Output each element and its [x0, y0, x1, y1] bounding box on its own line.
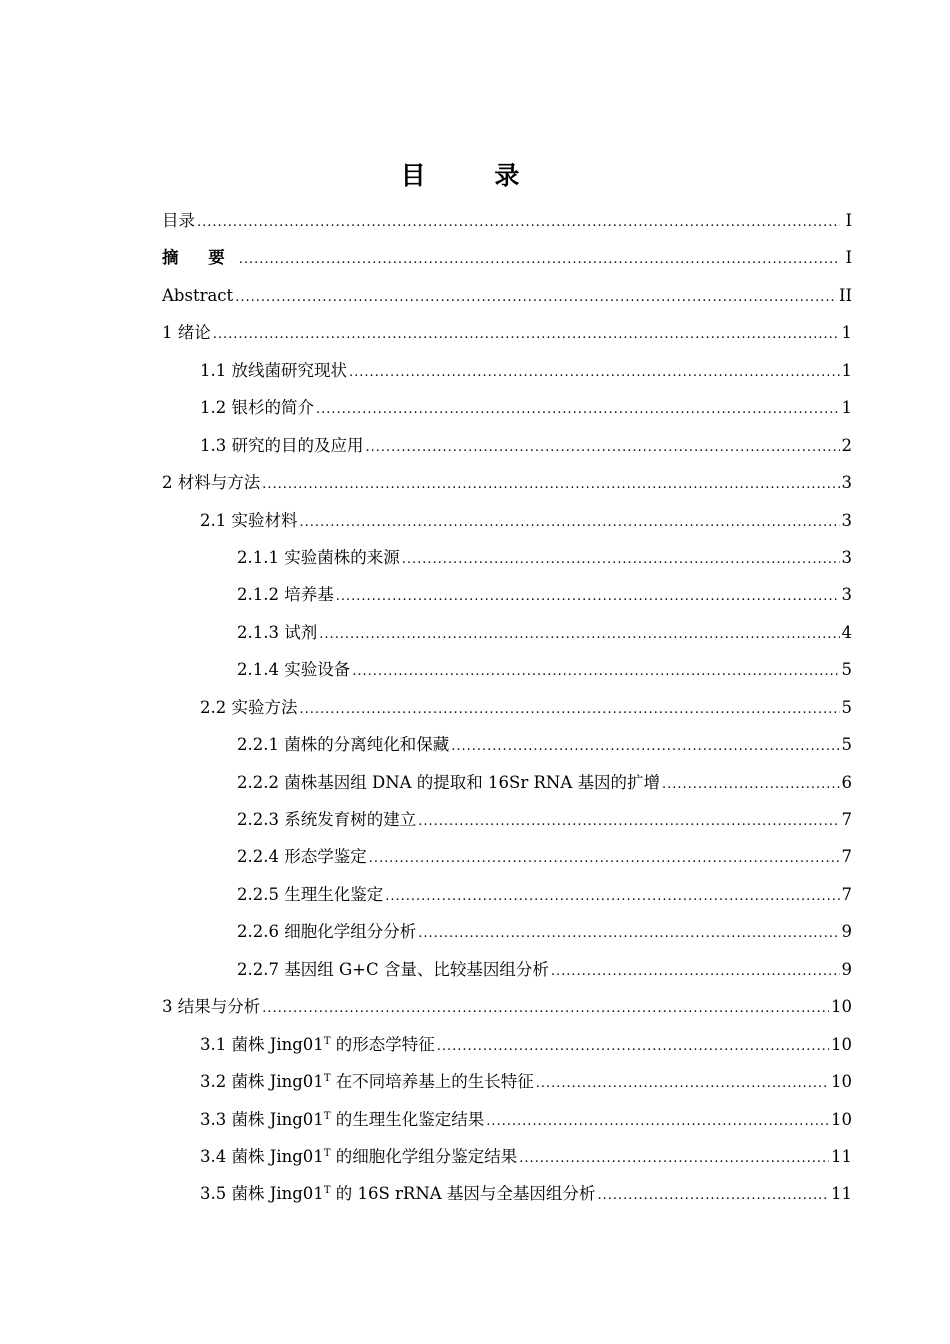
superscript-t: T [323, 1110, 331, 1122]
toc-entry-page: 4 [841, 622, 852, 642]
toc-list [162, 202, 852, 1213]
toc-entry-label: 目录 [162, 211, 195, 230]
toc-entry-label: 2.2.3 系统发育树的建立 [237, 810, 417, 829]
toc-entry-label: 2.2.6 细胞化学组分分析 [237, 922, 417, 942]
dot-leader [418, 803, 839, 840]
superscript-t: T [323, 1073, 331, 1085]
toc-entry[interactable] [162, 1101, 852, 1138]
toc-entry-page: 10 [831, 1072, 852, 1092]
toc-entry[interactable] [162, 876, 852, 913]
toc-entry-label [200, 1026, 435, 1063]
toc-entry[interactable] [162, 1138, 852, 1175]
toc-entry[interactable] [162, 764, 852, 801]
dot-leader [235, 279, 837, 316]
toc-entry[interactable] [162, 988, 852, 1025]
dot-leader [437, 1028, 829, 1065]
toc-entry-page: II [838, 285, 852, 305]
toc-label-text: 的细胞化学组分鉴定结果 [330, 1146, 518, 1166]
dot-leader [366, 429, 840, 466]
dot-leader [300, 691, 840, 728]
toc-entry-page: 6 [841, 772, 852, 792]
toc-entry-page: I [845, 248, 852, 268]
toc-entry-label: 2.1 实验材料 [200, 510, 298, 530]
toc-label-text: 3.2 菌株 Jing01 [200, 1072, 324, 1092]
dot-leader [536, 1065, 829, 1102]
toc-entry[interactable] [162, 913, 852, 950]
toc-entry[interactable] [162, 202, 852, 239]
dot-leader [239, 241, 840, 278]
toc-entry-page: 3 [841, 510, 852, 530]
toc-entry[interactable] [162, 239, 852, 276]
dot-leader [316, 391, 840, 428]
toc-entry-page: I [845, 211, 852, 230]
dot-leader [349, 354, 840, 391]
toc-entry-label: 2.1.4 实验设备 [237, 660, 351, 680]
toc-entry-page: 7 [841, 810, 852, 829]
toc-entry[interactable] [162, 651, 852, 688]
toc-entry[interactable] [162, 838, 852, 875]
toc-entry[interactable] [162, 389, 852, 426]
toc-entry-page: 1 [841, 360, 852, 380]
toc-entry[interactable] [162, 951, 852, 988]
toc-entry[interactable] [162, 427, 852, 464]
toc-entry-page: 2 [841, 435, 852, 455]
toc-entry-page: 10 [831, 1034, 852, 1054]
toc-entry[interactable] [162, 1175, 852, 1212]
dot-leader [262, 990, 829, 1027]
toc-entry-page: 3 [841, 547, 852, 567]
dot-leader [385, 878, 839, 915]
toc-entry-label: 2 材料与方法 [162, 473, 261, 493]
dot-leader [197, 204, 840, 241]
toc-entry-label: 2.2.7 基因组 G+C 含量、比较基因组分析 [237, 959, 549, 979]
toc-entry-label: 2.2 实验方法 [200, 697, 298, 717]
dot-leader [662, 766, 840, 803]
toc-entry[interactable] [162, 314, 852, 351]
dot-leader [213, 316, 840, 353]
toc-entry-label: 1 绪论 [162, 323, 211, 343]
dot-leader [418, 915, 839, 952]
toc-label-text: 的 16S rRNA 基因与全基因组分析 [330, 1184, 596, 1204]
toc-entry-page: 7 [841, 884, 852, 904]
toc-label-text: 3.3 菌株 Jing01 [200, 1109, 324, 1129]
toc-entry-label: 摘 要 [162, 248, 237, 268]
toc-entry-page: 1 [841, 398, 852, 418]
toc-entry-page: 11 [831, 1184, 852, 1204]
dot-leader [486, 1103, 829, 1140]
toc-label-text: 在不同培养基上的生长特征 [330, 1072, 534, 1092]
toc-entry-page: 5 [841, 735, 852, 755]
dot-leader [519, 1140, 829, 1177]
toc-entry[interactable] [162, 539, 852, 576]
toc-entry-label: 2.1.1 实验菌株的来源 [237, 547, 400, 567]
toc-entry-page: 3 [841, 473, 852, 493]
toc-entry-label: 1.1 放线菌研究现状 [200, 360, 347, 380]
toc-entry-page: 10 [831, 1109, 852, 1129]
toc-label-text: 的形态学特征 [330, 1034, 435, 1054]
toc-entry-page: 9 [841, 959, 852, 979]
toc-entry-label: 2.2.2 菌株基因组 DNA 的提取和 16Sr RNA 基因的扩增 [237, 772, 660, 792]
toc-entry-label: 2.1.2 培养基 [237, 585, 334, 605]
dot-leader [319, 616, 839, 653]
toc-entry[interactable] [162, 1063, 852, 1100]
toc-entry[interactable] [162, 801, 852, 838]
toc-entry-label [200, 1138, 517, 1175]
toc-entry-label: 1.3 研究的目的及应用 [200, 435, 364, 455]
toc-entry-label [200, 1175, 595, 1212]
superscript-t: T [323, 1147, 331, 1159]
toc-entry-page: 3 [841, 585, 852, 605]
dot-leader [551, 953, 840, 990]
dot-leader [262, 466, 839, 503]
toc-entry[interactable] [162, 1026, 852, 1063]
toc-entry-label: 2.2.4 形态学鉴定 [237, 847, 367, 867]
toc-entry-label [200, 1101, 484, 1138]
toc-entry-page: 11 [831, 1146, 852, 1166]
dot-leader [352, 653, 839, 690]
toc-entry-page: 5 [841, 697, 852, 717]
toc-entry[interactable] [162, 277, 852, 314]
dot-leader [402, 541, 840, 578]
dot-leader [336, 578, 840, 615]
toc-label-text: 3.4 菌株 Jing01 [200, 1146, 324, 1166]
toc-entry-page: 9 [841, 922, 852, 942]
superscript-t: T [323, 1185, 331, 1197]
toc-entry[interactable] [162, 614, 852, 651]
toc-entry-label: 2.1.3 试剂 [237, 622, 318, 642]
dot-leader [451, 728, 839, 765]
dot-leader [300, 504, 840, 541]
toc-entry-page: 1 [841, 323, 852, 343]
toc-entry-label: 3 结果与分析 [162, 997, 261, 1017]
toc-label-text: 的生理生化鉴定结果 [330, 1109, 485, 1129]
toc-entry[interactable] [162, 502, 852, 539]
toc-entry-page: 5 [841, 660, 852, 680]
toc-label-text: 3.5 菌株 Jing01 [200, 1184, 324, 1204]
toc-entry-label [200, 1063, 534, 1100]
dot-leader [597, 1177, 829, 1214]
toc-entry[interactable] [162, 352, 852, 389]
toc-entry-label: Abstract [162, 285, 234, 305]
toc-entry-page: 10 [831, 997, 852, 1017]
dot-leader [369, 840, 840, 877]
toc-entry[interactable] [162, 689, 852, 726]
toc-title: 目 录 [400, 161, 550, 190]
toc-label-text: 3.1 菌株 Jing01 [200, 1034, 324, 1054]
toc-entry[interactable] [162, 576, 852, 613]
toc-entry-label: 2.2.5 生理生化鉴定 [237, 884, 384, 904]
toc-entry-label: 1.2 银杉的简介 [200, 398, 314, 418]
toc-entry-label: 2.2.1 菌株的分离纯化和保藏 [237, 735, 450, 755]
toc-entry[interactable] [162, 464, 852, 501]
toc-entry[interactable] [162, 726, 852, 763]
toc-entry-page: 7 [841, 847, 852, 867]
superscript-t: T [323, 1035, 331, 1047]
